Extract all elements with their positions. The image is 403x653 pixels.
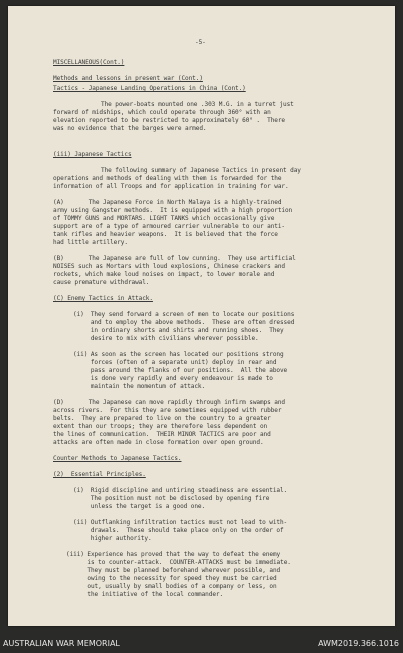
footer-institution: AUSTRALIAN WAR MEMORIAL: [3, 639, 120, 648]
section-enemy-tactics: (C) Enemy Tactics in Attack.: [53, 295, 153, 302]
text-line: support are of a type of armoured carrier vulnerable to our anti-: [53, 223, 285, 230]
text-line: belts. They are prepared to live on the country to a greater: [53, 415, 271, 422]
text-line: unless the target is a good one.: [73, 503, 206, 510]
text-line: across rivers. For this they are sometimes equipped with rubber: [53, 407, 282, 414]
text-line: extent than our troops; they are therefore less dependent on: [53, 423, 268, 430]
text-line: cause premature withdrawal.: [53, 279, 150, 286]
text-line: forces (often of a separate unit) deploy in rear and: [73, 359, 277, 366]
text-line: pass around the flanks of our positions. All the above: [73, 367, 288, 374]
text-line: They must be planned beforehand wherever possible, and: [66, 567, 281, 574]
text-line: higher authority.: [73, 535, 152, 542]
text-line: (D) The Japanese can move rapidly through infirm swamps and: [53, 399, 285, 406]
section-essential-principles: (2) Essential Principles.: [53, 471, 146, 478]
text-line: the lines of communication. THEIR MINOR TACTICS are poor and: [53, 431, 271, 438]
text-line: tank rifles and heavier weapons. It is believed that the force: [53, 231, 278, 238]
heading-methods-lessons: Methods and lessons in present war (Cont.): [53, 75, 203, 82]
text-line: out, usually by small bodies of a company or less, on: [66, 583, 277, 590]
heading-counter-methods: Counter Methods to Japanese Tactics.: [53, 455, 182, 462]
text-line: rockets, which make loud noises on impact, to lower morale and: [53, 271, 275, 278]
text-line: and to employ the above methods. These are often dressed: [73, 319, 295, 326]
text-line: maintain the momentum of attack.: [73, 383, 206, 390]
text-line: attacks are often made in close formation over open ground.: [53, 439, 264, 446]
text-line: (ii) Outflanking infiltration tactics must not lead to with-: [73, 519, 288, 526]
text-line: information of all Troops and for application in training for war.: [53, 183, 289, 190]
text-line: is to counter-attack. COUNTER-ATTACKS must be immediate.: [66, 559, 291, 566]
text-line: The position must not be disclosed by opening fire: [73, 495, 270, 502]
text-line: the initiative of the local commander.: [66, 591, 224, 598]
text-line: owing to the necessity for speed they must be carried: [66, 575, 277, 582]
text-line: operations and methods of dealing with them is forwarded for the: [53, 175, 282, 182]
text-line: forward of midships, which could operate through 360° with an: [53, 109, 271, 116]
text-line: elevation reported to be restricted to approximately 60° . There: [53, 117, 285, 124]
text-line: (A) The Japanese Force in North Malaya is a highly-trained: [53, 199, 282, 206]
text-line: desire to mix with civilians wherever possible.: [73, 335, 259, 342]
text-line: NOISES such as Mortars with loud explosions, Chinese crackers and: [53, 263, 285, 270]
text-line: army using Gangster methods. It is equipped with a high proportion: [53, 207, 293, 214]
heading-miscellaneous: MISCELLANEOUS(Cont.): [53, 59, 125, 66]
text-line: drawals. These should take place only on the order of: [73, 527, 284, 534]
document-page: [8, 6, 395, 626]
text-line: (iii) Experience has proved that the way to defeat the enemy: [66, 551, 281, 558]
text-line: (ii) As soon as the screen has located our positions strong: [73, 351, 284, 358]
text-line: is done very rapidly and every endeavour is made to: [73, 375, 273, 382]
archive-footer: [0, 630, 403, 653]
text-line: had little artillery.: [53, 239, 128, 246]
text-line: (B) The Japanese are full of low cunning. They use artificial: [53, 255, 296, 262]
text-line: was no evidence that the barges were armed.: [53, 125, 207, 132]
text-line: in ordinary shorts and shirts and running shoes. They: [73, 327, 284, 334]
text-line: (i) Rigid discipline and untiring steadiness are essential.: [73, 487, 288, 494]
text-line: The power-boats mounted one .303 M.G. in a turret just: [101, 101, 294, 108]
text-line: of TOMMY GUNS and MORTARS. LIGHT TANKS which occasionally give: [53, 215, 275, 222]
text-line: The following summary of Japanese Tactics in present day: [101, 167, 301, 174]
section-japanese-tactics: (iii) Japanese Tactics: [53, 151, 132, 158]
page-number: -5-: [195, 39, 206, 46]
footer-accession-number: AWM2019.366.1016: [318, 639, 399, 648]
text-line: (i) They send forward a screen of men to locate our positions: [73, 311, 295, 318]
heading-tactics-landing: Tactics - Japanese Landing Operations in China (Cont.): [53, 85, 246, 92]
